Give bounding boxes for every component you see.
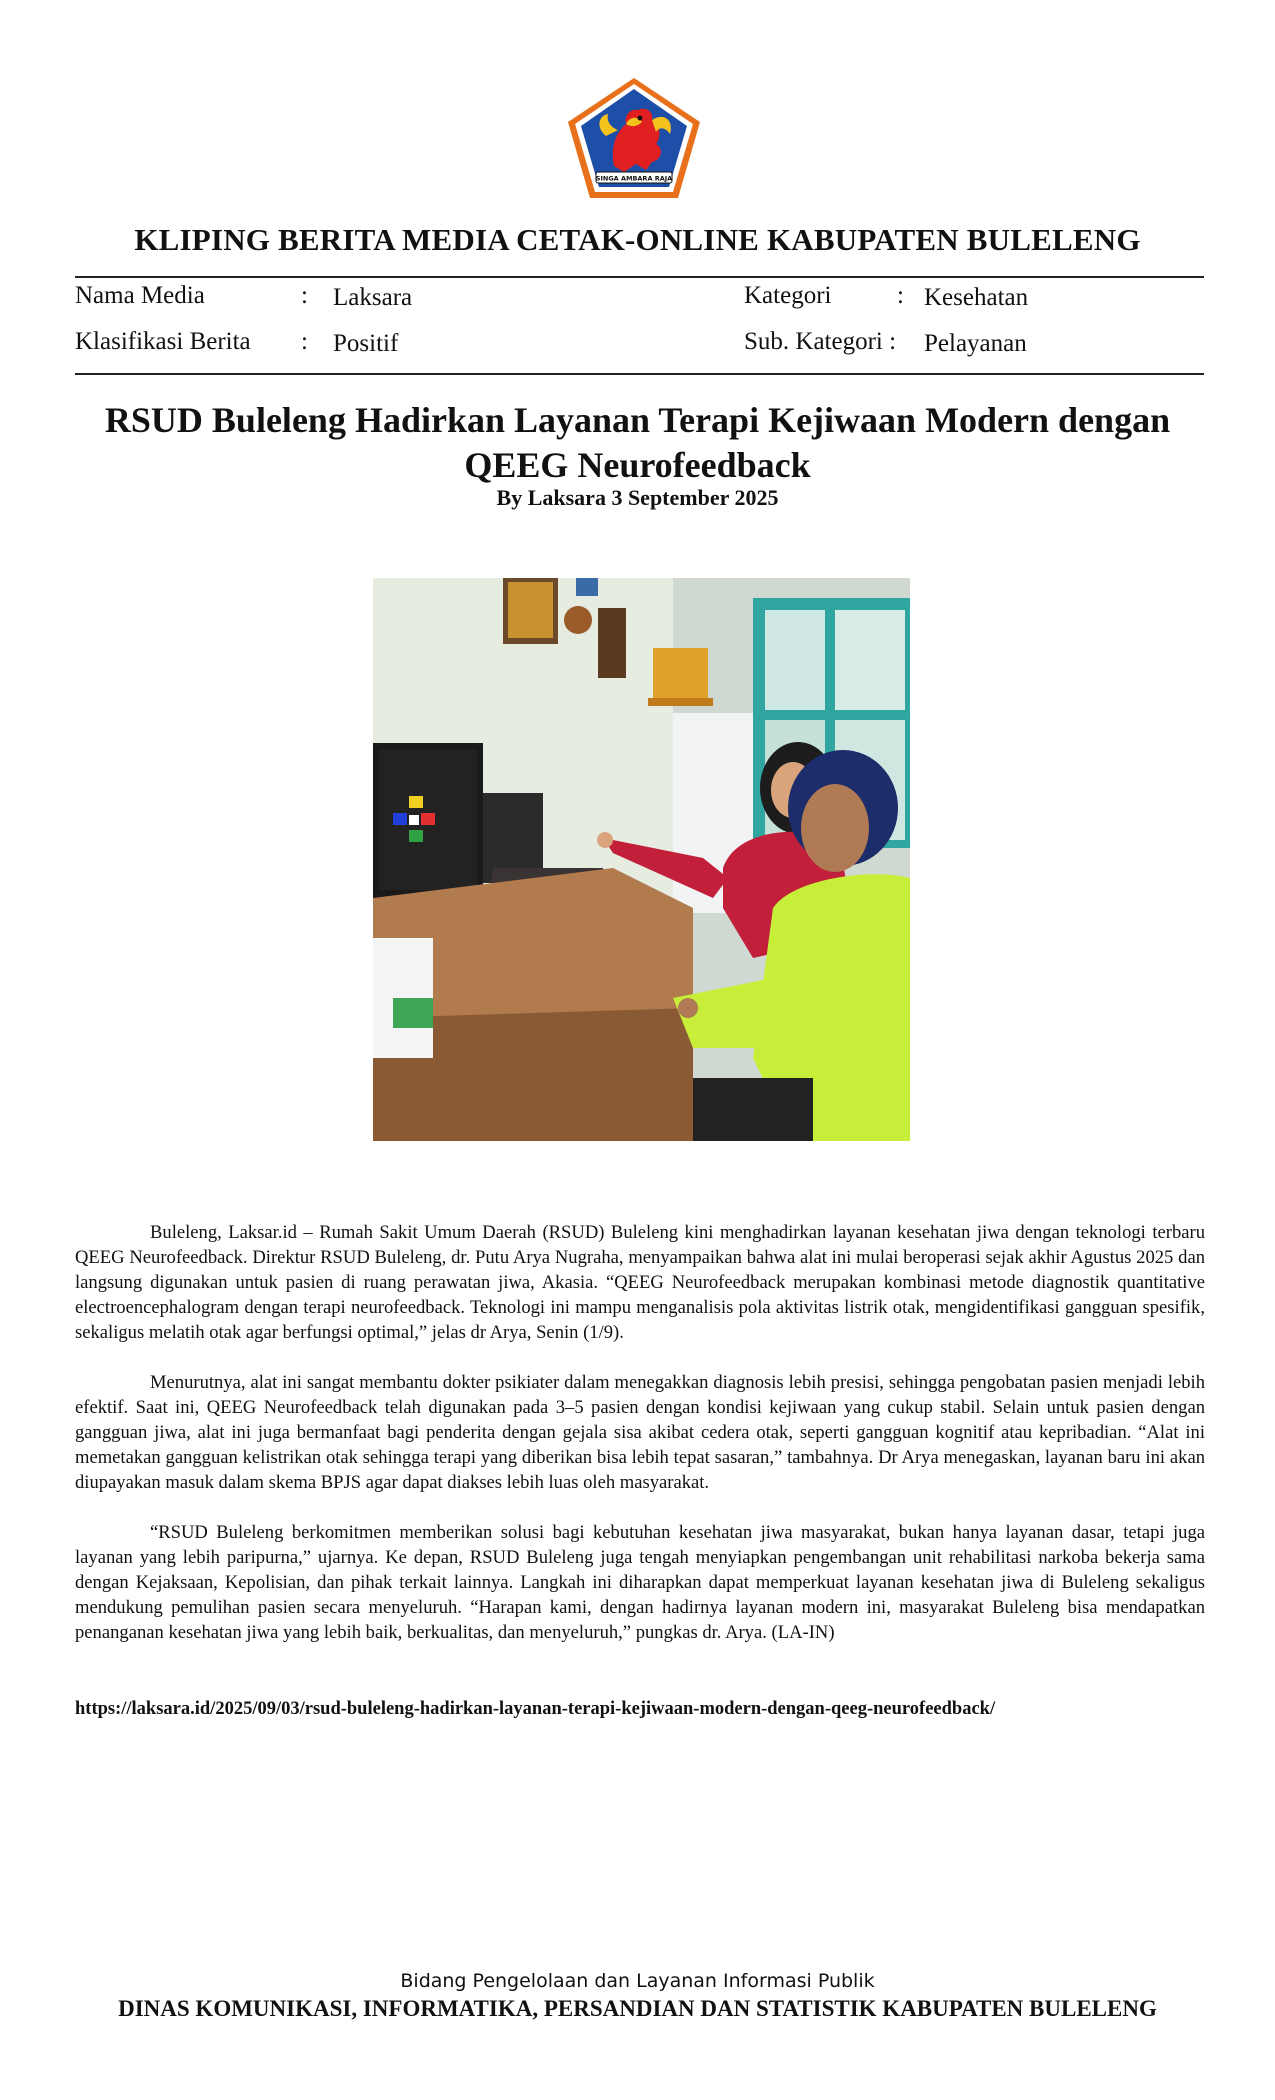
article-title-line2: QEEG Neurofeedback [464, 445, 811, 485]
article-photo [373, 578, 910, 1141]
article-byline: By Laksara 3 September 2025 [496, 485, 779, 510]
article-body [75, 1220, 1205, 1670]
divider-bottom [75, 373, 1204, 375]
klasifikasi-value: Positif [333, 330, 399, 357]
article-title [80, 398, 1195, 488]
klasifikasi-separator: : [301, 328, 308, 355]
klasifikasi-label: Klasifikasi Berita [75, 328, 251, 355]
logo-motto-text: SINGA AMBARA RAJA [595, 174, 673, 183]
sub-kategori-label: Sub. Kategori : [744, 328, 897, 355]
article-paragraph: “RSUD Buleleng berkomitmen memberikan solusi bagi kebutuhan kesehatan jiwa masyarakat, bukan hanya layanan dasar, tetapi juga layanan yang lebih paripurna,” ujarnya. Ke depan, RSUD Buleleng juga tengah menyiapkan pengembangan unit rehabilitasi narkoba bekerja sama dengan Kejaksaan, Kepolisian, dan pihak terkait lainnya. Langkah ini diharapkan dapat memperkuat layanan kesehatan jiwa di Buleleng sekaligus mendukung pemulihan pasien secara menyeluruh. “Harapan kami, dengan hadirnya layanan modern ini, masyarakat Buleleng bisa mendapatkan penanganan kesehatan jiwa yang lebih baik, berkualitas, dan menyeluruh,” pungkas dr. Arya. (LA-IN) [75, 1522, 1205, 1643]
article-paragraph: Menurutnya, alat ini sangat membantu dokter psikiater dalam menegakkan diagnosis lebih presisi, sehingga pengobatan pasien menjadi lebih efektif. Saat ini, QEEG Neurofeedback telah digunakan pada 3–5 pasien dengan kondisi kejiwaan yang cukup stabil. Selain untuk pasien dengan gangguan jiwa, alat ini juga bermanfaat bagi penderita dengan gejala sisa akibat cedera otak, seperti gangguan kognitif atau kepribadian. “Alat ini memetakan gangguan kelistrikan otak sehingga terapi yang diberikan bisa lebih tepat sasaran,” tambahnya. Dr Arya menegaskan, layanan baru ini akan diupayakan masuk dalam skema BPJS agar dapat diakses lebih luas oleh masyarakat. [75, 1372, 1205, 1493]
nama-media-label: Nama Media [75, 282, 205, 309]
nama-media-value: Laksara [333, 284, 413, 311]
footer-agency: DINAS KOMUNIKASI, INFORMATIKA, PERSANDIAN DAN STATISTIK KABUPATEN BULELENG [118, 1996, 1157, 2021]
sub-kategori-value: Pelayanan [924, 330, 1027, 357]
nama-media-separator: : [301, 282, 308, 309]
kabupaten-buleleng-logo [566, 76, 702, 200]
source-url-link[interactable]: https://laksara.id/2025/09/03/rsud-buleleng-hadirkan-layanan-terapi-kejiwaan-modern-dengan-qeeg-neurofeedback/ [75, 1699, 996, 1719]
kategori-value: Kesehatan [924, 284, 1029, 311]
kategori-label: Kategori [744, 282, 832, 309]
divider-top [75, 276, 1204, 278]
footer-department: Bidang Pengelolaan dan Layanan Informasi Publik [400, 1970, 875, 1992]
article-title-line1: RSUD Buleleng Hadirkan Layanan Terapi Kejiwaan Modern dengan [104, 400, 1171, 440]
article-paragraph: Buleleng, Laksar.id – Rumah Sakit Umum Daerah (RSUD) Buleleng kini menghadirkan layanan kesehatan jiwa dengan teknologi terbaru QEEG Neurofeedback. Direktur RSUD Buleleng, dr. Putu Arya Nugraha, menyampaikan bahwa alat ini mulai beroperasi sejak akhir Agustus 2025 dan langsung digunakan untuk pasien di ruang perawatan jiwa, Akasia. “QEEG Neurofeedback merupakan kombinasi metode diagnostik quantitative electroencephalogram dengan terapi neurofeedback. Teknologi ini mampu menganalisis pola aktivitas listrik otak, mengidentifikasi gangguan spesifik, sekaligus melatih otak agar berfungsi optimal,” jelas dr Arya, Senin (1/9). [75, 1222, 1205, 1343]
page-heading: KLIPING BERITA MEDIA CETAK-ONLINE KABUPATEN BULELENG [134, 222, 1141, 257]
kategori-separator: : [897, 282, 904, 309]
